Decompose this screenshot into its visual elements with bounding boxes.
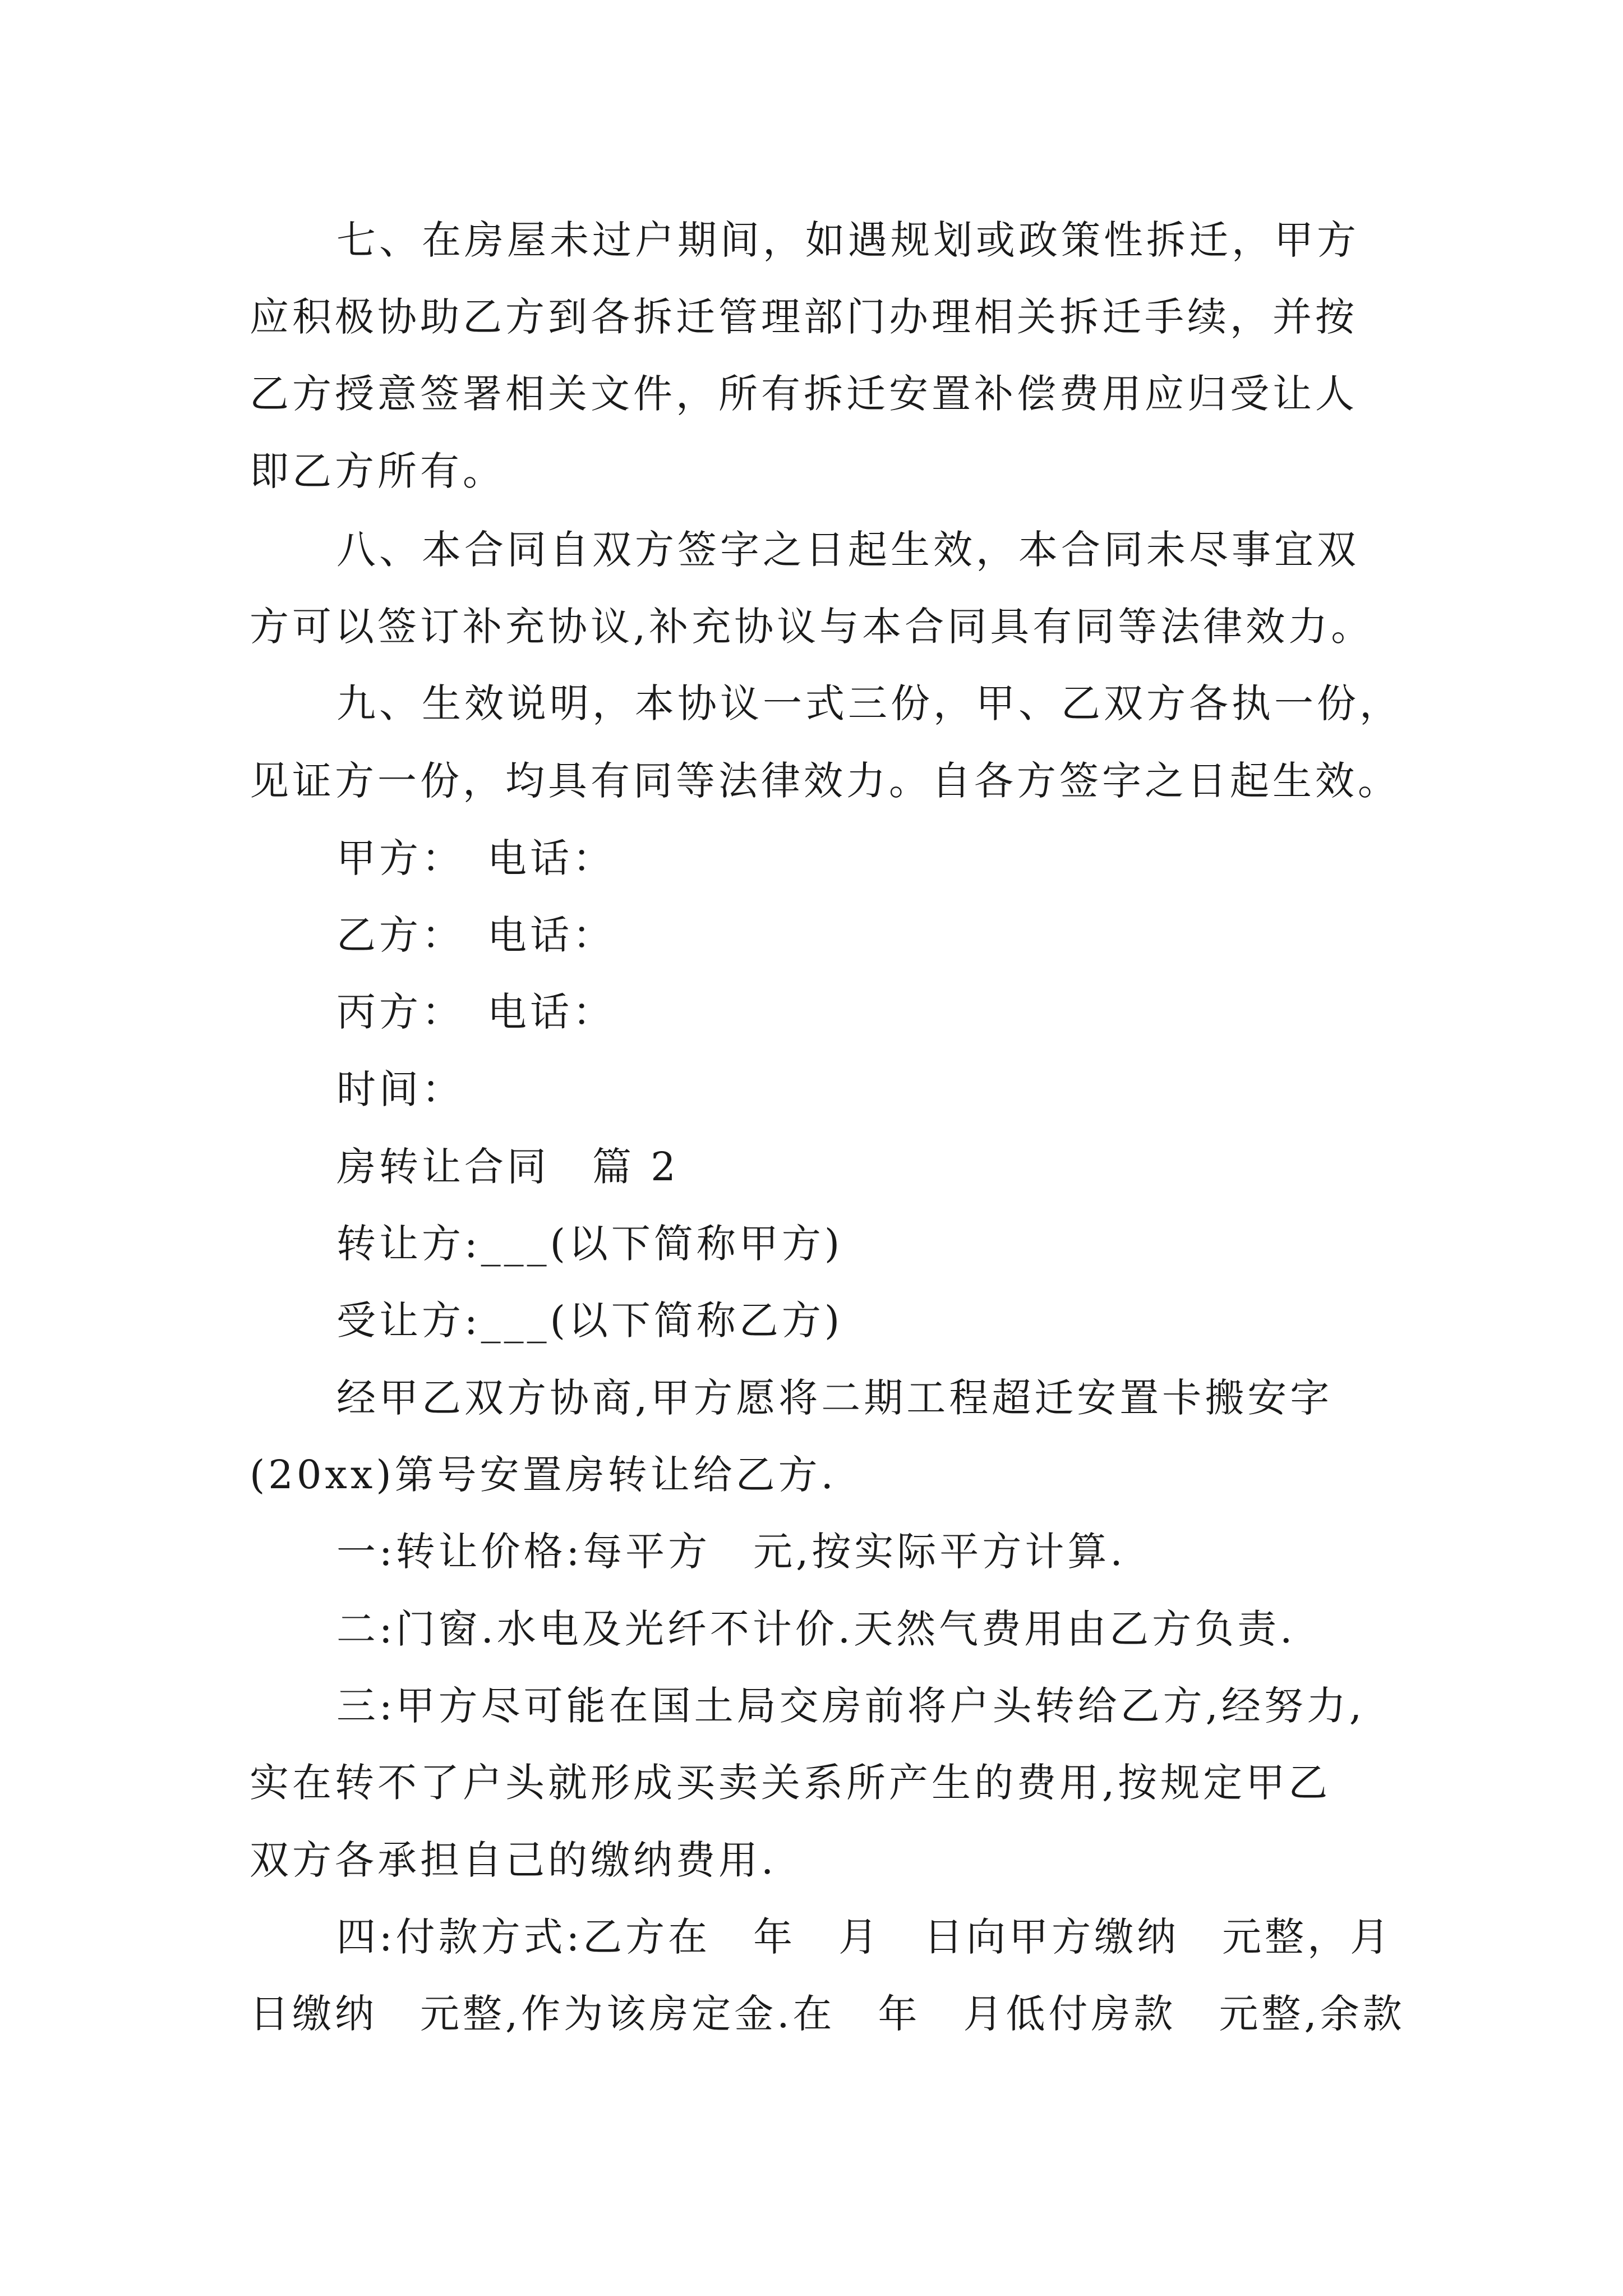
clause-9-line-2: 见证方一份，均具有同等法律效力。自各方签字之日起生效。 [250,758,1400,804]
transferee-line: 受让方:___(以下简称乙方) [336,1297,843,1343]
signature-date: 时间： [336,1066,464,1112]
signature-party-b: 乙方： 电话： [336,912,615,958]
item-4-line-2: 日缴纳 元整,作为该房定金.在 年 月低付房款 元整,余款 [250,1991,1405,2037]
signature-party-c: 丙方： 电话： [336,989,615,1035]
signature-party-a: 甲方： 电话： [336,835,615,881]
clause-7-line-3: 乙方授意签署相关文件，所有拆迁安置补偿费用应归受让人 [250,371,1358,417]
clause-9-line-1: 九、生效说明，本协议一式三份，甲、乙双方各执一份， [336,680,1402,726]
intro-line-2: (20xx)第号安置房转让给乙方. [250,1452,837,1498]
transferor-line: 转让方:___(以下简称甲方) [336,1221,843,1267]
item-1-price: 一:转让价格:每平方 元,按实际平方计算. [336,1529,1126,1575]
clause-7-line-2: 应积极协助乙方到各拆迁管理部门办理相关拆迁手续，并按 [250,294,1358,340]
clause-7-line-1: 七、在房屋未过户期间，如遇规划或政策性拆迁，甲方 [336,217,1359,263]
clause-8-line-1: 八、本合同自双方签字之日起生效，本合同未尽事宜双 [336,527,1359,573]
item-2-fixtures: 二:门窗.水电及光纤不计价.天然气费用由乙方负责. [336,1606,1296,1652]
section-heading: 房转让合同 篇 2 [336,1144,679,1190]
intro-line-1: 经甲乙双方协商,甲方愿将二期工程超迁安置卡搬安字 [336,1375,1333,1421]
item-3-line-3: 双方各承担自己的缴纳费用. [250,1837,777,1883]
item-4-line-1: 四:付款方式:乙方在 年 月 日向甲方缴纳 元整，月 [336,1914,1393,1960]
clause-7-line-4: 即乙方所有。 [250,448,505,494]
item-3-line-1: 三:甲方尽可能在国土局交房前将户头转给乙方,经努力, [336,1683,1366,1729]
clause-8-line-2: 方可以签订补充协议,补充协议与本合同具有同等法律效力。 [250,604,1374,650]
item-3-line-2: 实在转不了户头就形成买卖关系所产生的费用,按规定甲乙 [250,1760,1331,1806]
